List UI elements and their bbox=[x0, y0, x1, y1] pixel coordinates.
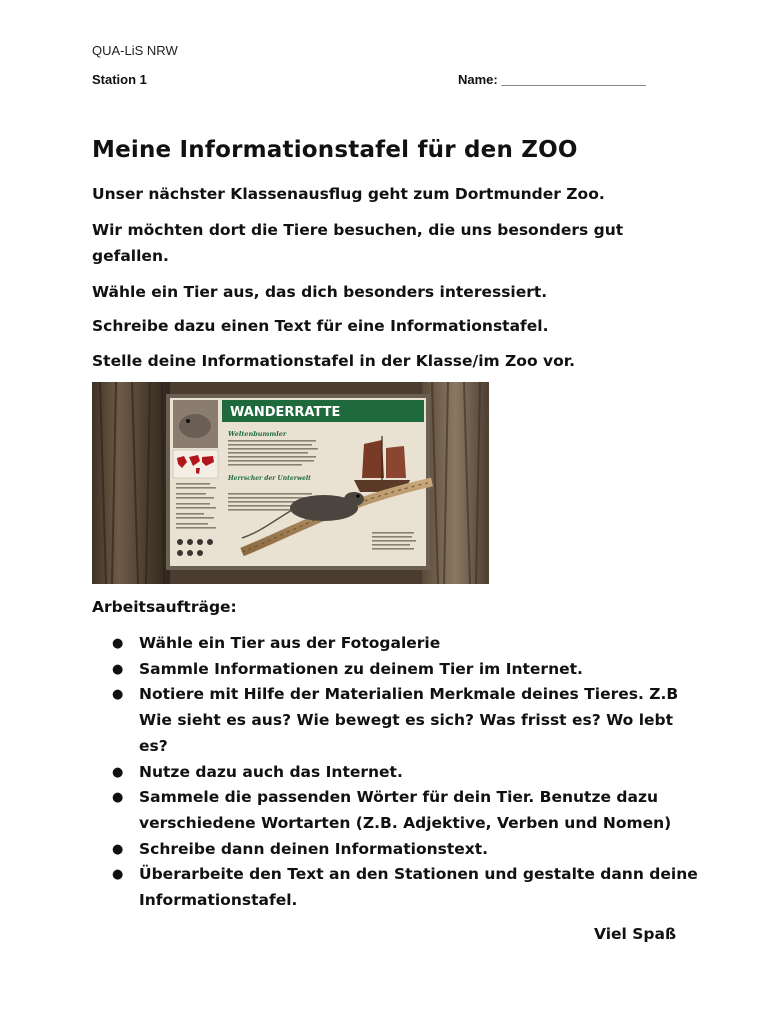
header-organization: QUA-LiS NRW bbox=[92, 43, 178, 58]
tasks-heading: Arbeitsaufträge: bbox=[92, 598, 237, 616]
closing-text: Viel Spaß bbox=[594, 925, 677, 943]
bullet-icon: ● bbox=[112, 867, 124, 883]
sign-section-2: Herrscher der Unterwelt bbox=[228, 475, 311, 482]
task-item: ● Sammele die passenden Wörter für dein Tier. Benutze dazu verschiedene Wortarten (Z.B. Adjektive, Verben und Nomen) bbox=[112, 785, 702, 836]
header-name-field: Name: ____________________ bbox=[458, 72, 646, 87]
header-station: Station 1 bbox=[92, 72, 147, 87]
task-item: ● Nutze dazu auch das Internet. bbox=[112, 760, 702, 786]
bullet-icon: ● bbox=[112, 841, 124, 857]
bullet-icon: ● bbox=[112, 764, 124, 780]
intro-line-1: Unser nächster Klassenausflug geht zum Dortmunder Zoo. bbox=[92, 185, 605, 203]
intro-line-3: Wähle ein Tier aus, das dich besonders interessiert. bbox=[92, 283, 548, 301]
task-item: ● Schreibe dann deinen Informationstext. bbox=[112, 837, 702, 863]
sign-title: WANDERRATTE bbox=[230, 405, 341, 420]
intro-line-4: Schreibe dazu einen Text für eine Informationstafel. bbox=[92, 317, 549, 335]
bullet-icon: ● bbox=[112, 687, 124, 703]
page-title: Meine Informationstafel für den ZOO bbox=[92, 137, 578, 163]
task-list bbox=[112, 631, 702, 914]
bullet-icon: ● bbox=[112, 790, 124, 806]
sign-section-1: Weltenbummler bbox=[228, 430, 287, 438]
task-item: ● Wähle ein Tier aus der Fotogalerie bbox=[112, 631, 702, 657]
task-item: ● Überarbeite den Text an den Stationen und gestalte dann deine Informationstafel. bbox=[112, 862, 702, 913]
zoo-sign-photo bbox=[92, 382, 489, 584]
bullet-icon: ● bbox=[112, 661, 124, 677]
task-item: ● Notiere mit Hilfe der Materialien Merkmale deines Tieres. Z.B Wie sieht es aus? Wie bewegt es sich? Was frisst es? Wo lebt es? bbox=[112, 682, 702, 759]
task-item: ● Sammle Informationen zu deinem Tier im Internet. bbox=[112, 657, 702, 683]
bullet-icon: ● bbox=[112, 636, 124, 651]
intro-line-5: Stelle deine Informationstafel in der Klasse/im Zoo vor. bbox=[92, 352, 576, 370]
intro-line-2: Wir möchten dort die Tiere besuchen, die uns besonders gut gefallen. bbox=[92, 221, 624, 265]
